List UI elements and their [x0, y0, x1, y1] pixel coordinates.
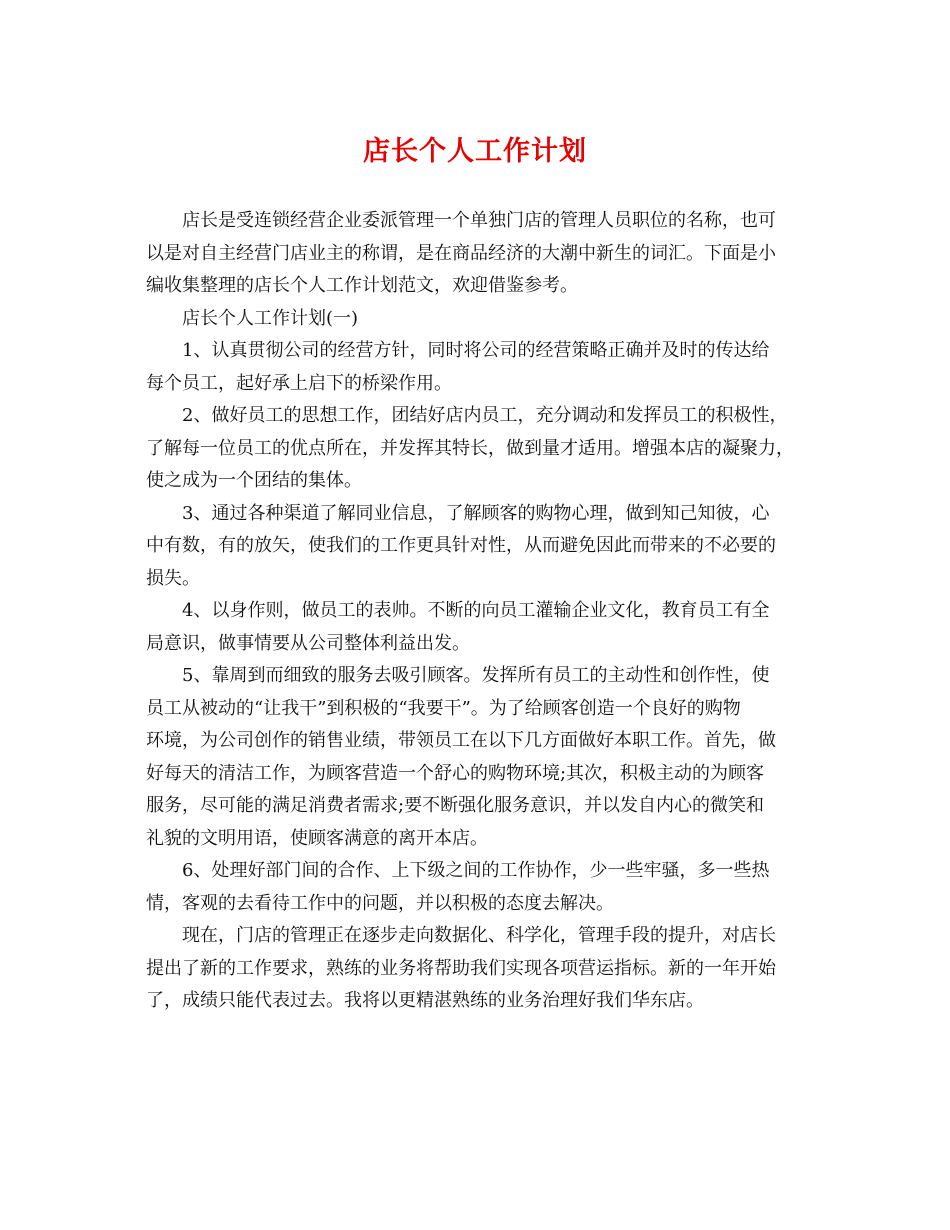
text-line: 编收集整理的店长个人工作计划范文，欢迎借鉴参考。 [146, 275, 578, 296]
paragraph-item-5 [146, 660, 810, 855]
document-title: 店长个人工作计划 [363, 136, 587, 167]
text-line: 5、靠周到而细致的服务去吸引顾客。发挥所有员工的主动性和创作性，使 [182, 665, 770, 686]
paragraph-item-4 [146, 595, 810, 660]
text-line: 中有数，有的放矢，使我们的工作更具针对性，从而避免因此而带来的不必要的 [146, 535, 776, 556]
text-line: 店长个人工作计划(一) [182, 307, 359, 329]
text-line: 6、处理好部门间的合作、上下级之间的工作协作，少一些牢骚，多一些热 [182, 860, 770, 881]
text-line: 情，客观的去看待工作中的问题，并以积极的态度去解决。 [146, 892, 614, 914]
paragraph-item-6 [146, 855, 810, 920]
text-line: 服务，尽可能的满足消费者需求;要不断强化服务意识，并以发自内心的微笑和 [146, 795, 765, 816]
text-line: 礼貌的文明用语，使顾客满意的离开本店。 [146, 827, 488, 849]
text-line: 环境，为公司创作的销售业绩，带领员工在以下几方面做好本职工作。首先，做 [146, 730, 776, 751]
text-line: 以是对自主经营门店业主的称谓，是在商品经济的大潮中新生的词汇。下面是小 [146, 242, 776, 264]
text-line: 每个员工，起好承上启下的桥梁作用。 [146, 372, 452, 394]
paragraph-item-3 [146, 498, 810, 596]
text-line: 4、以身作则，做员工的表帅。不断的向员工灌输企业文化，教育员工有全 [182, 600, 770, 621]
text-line: 了解每一位员工的优点所在，并发挥其特长，做到量才适用。增强本店的凝聚力， [146, 437, 794, 459]
text-line: 现在，门店的管理正在逐步走向数据化、科学化，管理手段的提升，对店长 [182, 925, 776, 946]
text-line: 提出了新的工作要求，熟练的业务将帮助我们实现各项营运指标。新的一年开始 [146, 957, 776, 979]
section-heading [146, 303, 810, 336]
text-line: 使之成为一个团结的集体。 [146, 470, 362, 491]
paragraph-item-2 [146, 400, 810, 498]
text-line: 2、做好员工的思想工作，团结好店内员工，充分调动和发挥员工的积极性， [182, 405, 788, 426]
text-line: 店长是受连锁经营企业委派管理一个单独门店的管理人员职位的名称，也可 [182, 210, 776, 231]
paragraph-conclusion [146, 920, 810, 1018]
text-line: 了，成绩只能代表过去。我将以更精湛熟练的业务治理好我们华东店。 [146, 990, 704, 1011]
text-line: 局意识，做事情要从公司整体利益出发。 [146, 632, 470, 654]
paragraph-item-1 [146, 335, 810, 400]
text-line: 3、通过各种渠道了解同业信息，了解顾客的购物心理，做到知己知彼，心 [182, 502, 770, 524]
document-body [146, 205, 810, 1018]
text-line: 损失。 [146, 567, 200, 589]
paragraph-intro [146, 205, 810, 303]
text-line: 好每天的清洁工作，为顾客营造一个舒心的购物环境;其次，积极主动的为顾客 [146, 762, 765, 784]
text-line: 1、认真贯彻公司的经营方针，同时将公司的经营策略正确并及时的传达给 [182, 340, 770, 361]
text-line: 员工从被动的“让我干”到积极的“我要干”。为了给顾客创造一个良好的购物 [146, 697, 741, 719]
